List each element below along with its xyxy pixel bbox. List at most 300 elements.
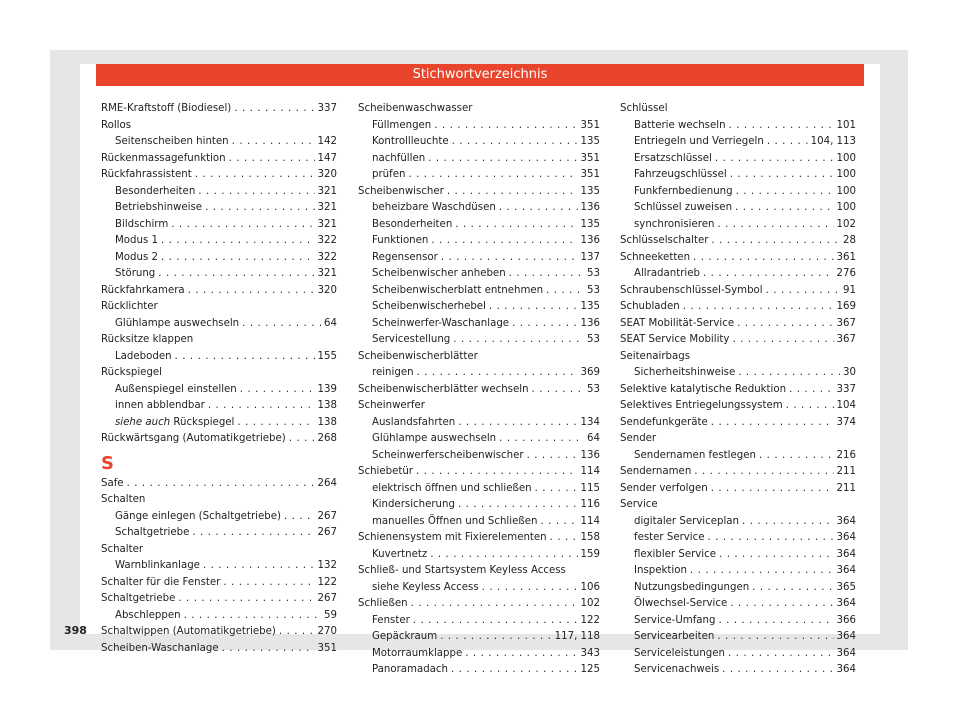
page-reference: 53	[587, 284, 600, 296]
index-term: Kontrollleuchte	[372, 136, 449, 147]
index-term: Schlüssel zuweisen	[634, 202, 733, 213]
page-reference: 365	[836, 581, 856, 593]
index-term: Motorraumklappe	[372, 647, 463, 659]
index-term: Warnblinkanlage	[115, 560, 200, 571]
dot-leader	[188, 283, 315, 300]
index-entry	[358, 530, 600, 547]
page-reference: 364	[836, 565, 856, 576]
index-term: Funkfernbedienung	[634, 185, 733, 197]
index-term: synchronisieren	[634, 218, 715, 230]
dot-leader	[489, 299, 578, 316]
dot-leader	[458, 497, 578, 514]
index-heading-text: Seitenairbags	[620, 350, 691, 362]
index-term: Schaltgetriebe	[101, 593, 176, 604]
dot-leader	[766, 283, 840, 300]
index-term: Gepäckraum	[372, 631, 438, 642]
page-number: 398	[64, 624, 87, 637]
page-reference: 351	[580, 152, 600, 164]
index-heading-text: Schalter	[101, 543, 144, 555]
index-subentry	[358, 118, 600, 135]
index-subentry	[358, 134, 600, 151]
dot-leader	[535, 481, 578, 498]
dot-leader	[717, 217, 833, 234]
index-heading-text: Scheibenwaschwasser	[358, 103, 473, 114]
page-reference: 321	[317, 268, 337, 279]
index-subentry	[358, 514, 600, 531]
dot-leader	[205, 200, 314, 217]
index-subentry	[101, 217, 337, 234]
page-reference: 147	[317, 152, 337, 164]
dot-leader	[708, 530, 834, 547]
page-reference: 364	[836, 532, 856, 543]
index-subentry	[358, 316, 600, 333]
index-term: Schneeketten	[620, 251, 691, 263]
dot-leader	[279, 624, 315, 641]
index-term: SEAT Service Mobility	[620, 334, 730, 345]
index-term: Kindersicherung	[372, 499, 455, 510]
index-term: Modus 2	[115, 251, 158, 263]
page-reference: 364	[836, 664, 856, 675]
page-reference: 337	[836, 383, 856, 395]
index-term: nachfüllen	[372, 152, 426, 164]
dot-leader	[715, 151, 834, 168]
index-subentry	[620, 184, 856, 201]
index-term: Glühlampe auswechseln	[115, 317, 240, 329]
page-reference: 139	[317, 383, 337, 395]
dot-leader	[127, 476, 315, 493]
dot-leader	[752, 580, 833, 597]
dot-leader	[767, 134, 808, 151]
dot-leader	[541, 514, 578, 531]
index-entry	[620, 382, 856, 399]
dot-leader	[703, 266, 834, 283]
page-reference: 320	[317, 284, 337, 296]
index-subentry	[620, 646, 856, 663]
index-term: reinigen	[372, 367, 414, 378]
index-subentry	[101, 525, 337, 542]
dot-leader	[789, 382, 833, 399]
dot-leader	[550, 530, 578, 547]
index-term: Scheibenwischerblätter wechseln	[358, 383, 529, 395]
index-entry	[101, 431, 337, 448]
index-term: Panoramadach	[372, 664, 448, 675]
index-term: elektrisch öffnen und schließen	[372, 482, 532, 494]
index-subentry	[358, 283, 600, 300]
dot-leader	[736, 184, 834, 201]
index-term: Schienensystem mit Fixierelementen	[358, 532, 547, 543]
index-entry	[358, 382, 600, 399]
dot-leader	[711, 233, 840, 250]
dot-leader	[728, 646, 834, 663]
index-heading	[358, 349, 600, 366]
index-subentry	[358, 151, 600, 168]
index-subentry	[620, 365, 856, 382]
index-term: fester Service	[634, 532, 705, 543]
index-heading-text: Rücklichter	[101, 301, 158, 312]
index-entry	[620, 250, 856, 267]
dot-leader	[730, 596, 833, 613]
index-term: RME-Kraftstoff (Biodiesel)	[101, 103, 232, 114]
index-entry	[358, 596, 600, 613]
index-subentry	[358, 266, 600, 283]
index-subentry	[620, 217, 856, 234]
index-term: Ölwechsel-Service	[634, 598, 728, 609]
index-entry	[101, 624, 337, 641]
index-term: Störung	[115, 268, 156, 279]
index-subentry	[101, 349, 337, 366]
dot-leader	[512, 316, 577, 333]
index-term: Ladeboden	[115, 350, 172, 362]
page-reference: 264	[317, 477, 337, 489]
index-entry	[620, 481, 856, 498]
dot-leader	[690, 563, 834, 580]
dot-leader	[465, 646, 577, 663]
index-term: Scheinwerfer-Waschanlage	[372, 317, 510, 329]
page-reference: 276	[836, 268, 856, 279]
page-reference: 115	[580, 482, 600, 494]
index-term: Schraubenschlüssel-Symbol	[620, 284, 763, 296]
section-letter: S	[101, 452, 114, 474]
index-term: Fenster	[372, 614, 410, 626]
dot-leader	[735, 200, 834, 217]
dot-leader	[408, 167, 577, 184]
dot-leader	[453, 332, 584, 349]
dot-leader	[742, 514, 834, 531]
page-reference: 135	[580, 136, 600, 147]
dot-leader	[711, 481, 834, 498]
page-reference: 134	[580, 416, 600, 428]
index-term: Selektives Entriegelungssystem	[620, 400, 783, 411]
index-term: Scheiben-Waschanlage	[101, 642, 219, 654]
index-term: Servicestellung	[372, 334, 451, 345]
page-reference: 320	[317, 169, 337, 180]
index-subentry	[620, 167, 856, 184]
page-reference: 322	[317, 235, 337, 246]
page-reference: 351	[317, 642, 337, 654]
page-reference: 364	[836, 598, 856, 609]
index-term: Allradantrieb	[634, 268, 700, 279]
page-reference: 267	[317, 510, 337, 522]
index-term: Serviceleistungen	[634, 647, 725, 659]
index-term: Rückfahrkamera	[101, 284, 185, 296]
index-heading-text: Rückspiegel	[101, 367, 163, 378]
index-term: Sicherheitshinweise	[634, 367, 736, 378]
index-term: Rückenmassagefunktion	[101, 152, 226, 164]
page-reference: 267	[317, 527, 337, 538]
index-heading	[101, 365, 337, 382]
dot-leader	[694, 464, 833, 481]
dot-leader	[499, 431, 584, 448]
index-heading-text: Schlüssel	[620, 103, 668, 114]
index-subentry	[358, 662, 600, 679]
dot-leader	[222, 641, 315, 658]
index-subentry	[358, 200, 600, 217]
page-reference: 125	[580, 664, 600, 675]
index-subentry	[358, 448, 600, 465]
dot-leader	[203, 558, 315, 575]
dot-leader	[232, 134, 315, 151]
page-reference: 158	[580, 532, 600, 543]
page-reference: 101	[836, 119, 856, 131]
page-reference: 116	[580, 499, 600, 510]
index-subentry	[358, 613, 600, 630]
index-heading-text: Schalten	[101, 494, 146, 505]
dot-leader	[175, 349, 315, 366]
page-reference: 270	[317, 626, 337, 637]
index-subentry	[358, 547, 600, 564]
dot-leader	[440, 629, 551, 646]
index-subentry	[358, 415, 600, 432]
dot-leader	[737, 316, 833, 333]
page-reference: 337	[317, 103, 337, 114]
index-term: Inspektion	[634, 565, 687, 576]
index-term: siehe auch Rückspiegel	[115, 416, 235, 428]
dot-leader	[234, 101, 314, 118]
dot-leader	[198, 184, 314, 201]
index-term: Scheibenwischerhebel	[372, 301, 486, 312]
index-entry	[620, 464, 856, 481]
index-entry	[620, 233, 856, 250]
index-heading	[620, 497, 856, 514]
page-reference: 104	[836, 400, 856, 411]
index-entry	[620, 316, 856, 333]
index-entry	[101, 151, 337, 168]
dot-leader	[242, 316, 321, 333]
index-subentry	[620, 118, 856, 135]
index-term: Nutzungsbedingungen	[634, 581, 750, 593]
page-reference: 114	[580, 466, 600, 477]
page-reference: 102	[836, 218, 856, 230]
index-heading	[358, 398, 600, 415]
index-subentry	[620, 580, 856, 597]
page-reference: 159	[580, 548, 600, 560]
index-subentry	[620, 530, 856, 547]
index-heading	[101, 332, 337, 349]
index-term: SEAT Mobilität-Service	[620, 317, 735, 329]
index-subentry	[620, 596, 856, 613]
dot-leader	[208, 398, 315, 415]
page-reference: 369	[580, 367, 600, 378]
index-term: Servicearbeiten	[634, 631, 715, 642]
dot-leader	[546, 283, 584, 300]
page-reference: 102	[580, 598, 600, 609]
dot-leader	[237, 415, 314, 432]
index-subentry	[101, 200, 337, 217]
dot-leader	[722, 662, 833, 679]
dot-leader	[711, 415, 834, 432]
index-term: Schaltgetriebe	[115, 527, 190, 538]
index-entry	[101, 101, 337, 118]
page-reference: 364	[836, 548, 856, 560]
index-subentry	[620, 448, 856, 465]
index-term: Gänge einlegen (Schaltgetriebe)	[115, 510, 281, 522]
index-term: Scheinwerferscheibenwischer	[372, 449, 524, 461]
index-heading-text: Rücksitze klappen	[101, 334, 194, 345]
index-term: Sender verfolgen	[620, 482, 708, 494]
page-reference: 135	[580, 301, 600, 312]
index-subentry	[101, 608, 337, 625]
page-reference: 106	[580, 581, 600, 593]
dot-leader	[732, 332, 833, 349]
index-term: Glühlampe auswechseln	[372, 433, 497, 444]
index-term: Seitenscheiben hinten	[115, 136, 229, 147]
index-term: Betriebshinweise	[115, 202, 203, 213]
page-reference: 132	[317, 560, 337, 571]
dot-leader	[482, 580, 578, 597]
index-heading	[101, 492, 337, 509]
index-entry	[101, 476, 337, 493]
index-heading-text: Scheibenwischerblätter	[358, 350, 478, 362]
index-subentry	[358, 299, 600, 316]
index-term: Bildschirm	[115, 218, 169, 230]
index-term: Sendernamen	[620, 466, 692, 477]
index-term: Schließen	[358, 598, 408, 609]
index-term: Füllmengen	[372, 119, 432, 131]
index-column-1	[101, 101, 337, 657]
dot-leader	[729, 118, 834, 135]
index-subentry	[101, 382, 337, 399]
index-term: Modus 1	[115, 235, 158, 246]
index-term: manuelles Öffnen und Schließen	[372, 515, 538, 527]
index-term: Service-Umfang	[634, 614, 716, 626]
page-reference: 137	[580, 251, 600, 263]
index-subentry	[358, 167, 600, 184]
index-subentry	[620, 134, 856, 151]
page-header: Stichwortverzeichnis	[96, 64, 864, 86]
page-reference: 367	[836, 334, 856, 345]
index-term: Entriegeln und Verriegeln	[634, 136, 764, 147]
index-heading	[358, 101, 600, 118]
index-term: Rückwärtsgang (Automatikgetriebe)	[101, 433, 286, 444]
page-reference: 135	[580, 218, 600, 230]
index-subentry	[358, 629, 600, 646]
dot-leader	[718, 613, 833, 630]
index-term: Schubladen	[620, 301, 680, 312]
page-reference: 53	[587, 383, 600, 395]
index-term: beheizbare Waschdüsen	[372, 202, 496, 213]
dot-leader	[693, 250, 834, 267]
page-reference: 321	[317, 202, 337, 213]
dot-leader	[416, 464, 578, 481]
index-entry	[101, 641, 337, 658]
index-subentry	[101, 398, 337, 415]
index-column-2	[358, 101, 600, 679]
index-term: Safe	[101, 477, 124, 489]
dot-leader	[192, 525, 314, 542]
dot-leader	[195, 167, 315, 184]
index-term: Fahrzeugschlüssel	[634, 169, 727, 180]
index-heading	[620, 349, 856, 366]
index-term: Abschleppen	[115, 609, 181, 621]
dot-leader	[527, 448, 578, 465]
page-reference: 30	[843, 367, 856, 378]
page-reference: 142	[317, 136, 337, 147]
index-heading-text: Scheinwerfer	[358, 400, 425, 411]
index-subentry	[358, 481, 600, 498]
page-reference: 100	[836, 202, 856, 213]
page-reference: 351	[580, 169, 600, 180]
dot-leader	[417, 365, 578, 382]
dot-leader	[223, 575, 314, 592]
index-subentry	[620, 200, 856, 217]
index-heading-text: Rollos	[101, 119, 132, 131]
page-reference: 343	[580, 647, 600, 659]
index-subentry	[620, 662, 856, 679]
index-term: siehe Keyless Access	[372, 581, 479, 593]
index-term: Scheibenwischer	[358, 185, 444, 197]
page-reference: 100	[836, 185, 856, 197]
dot-leader	[158, 266, 314, 283]
page-reference: 364	[836, 631, 856, 642]
page-reference: 114	[580, 515, 600, 527]
page-reference: 322	[317, 251, 337, 263]
index-term: Sendefunkgeräte	[620, 416, 708, 428]
index-term: Auslandsfahrten	[372, 416, 456, 428]
index-heading	[358, 563, 600, 580]
page-reference: 100	[836, 169, 856, 180]
index-subentry	[101, 233, 337, 250]
index-entry	[101, 591, 337, 608]
index-term: Servicenachweis	[634, 664, 720, 675]
index-term: Funktionen	[372, 235, 429, 246]
index-column-3	[620, 101, 856, 679]
index-term: Regensensor	[372, 251, 438, 263]
index-subentry	[358, 580, 600, 597]
index-term: Batterie wechseln	[634, 119, 726, 131]
index-heading-text: Schließ- und Startsystem Keyless Access	[358, 565, 566, 576]
index-subentry	[620, 613, 856, 630]
page-reference: 364	[836, 647, 856, 659]
index-heading	[101, 299, 337, 316]
index-subentry	[358, 646, 600, 663]
index-heading-text: Service	[620, 499, 658, 510]
dot-leader	[178, 591, 314, 608]
index-subentry	[358, 233, 600, 250]
index-term: Außenspiegel einstellen	[115, 383, 237, 395]
dot-leader	[499, 200, 578, 217]
index-term: Besonderheiten	[372, 218, 453, 230]
index-heading	[101, 118, 337, 135]
dot-leader	[411, 596, 578, 613]
dot-leader	[430, 547, 577, 564]
page-reference: 366	[836, 614, 856, 626]
page-reference: 135	[580, 185, 600, 197]
index-term: Schlüsselschalter	[620, 235, 709, 246]
index-term: innen abblendbar	[115, 400, 205, 411]
dot-leader	[431, 233, 577, 250]
dot-leader	[719, 547, 834, 564]
dot-leader	[434, 118, 577, 135]
index-subentry	[101, 250, 337, 267]
page-reference: 104, 113	[810, 136, 856, 147]
page-reference: 321	[317, 185, 337, 197]
index-subentry	[358, 217, 600, 234]
page-reference: 169	[836, 301, 856, 312]
page-reference: 138	[317, 400, 337, 411]
index-term: Schalter für die Fenster	[101, 576, 221, 588]
page-reference: 64	[587, 433, 600, 444]
page-reference: 211	[836, 482, 856, 494]
index-entry	[101, 575, 337, 592]
index-term: Scheibenwischerblatt entnehmen	[372, 284, 544, 296]
index-subentry	[620, 151, 856, 168]
dot-leader	[413, 613, 578, 630]
page-reference: 268	[317, 433, 337, 444]
dot-leader	[509, 266, 584, 283]
index-subentry	[620, 629, 856, 646]
index-subentry	[358, 497, 600, 514]
index-term: Kuvertnetz	[372, 548, 428, 560]
